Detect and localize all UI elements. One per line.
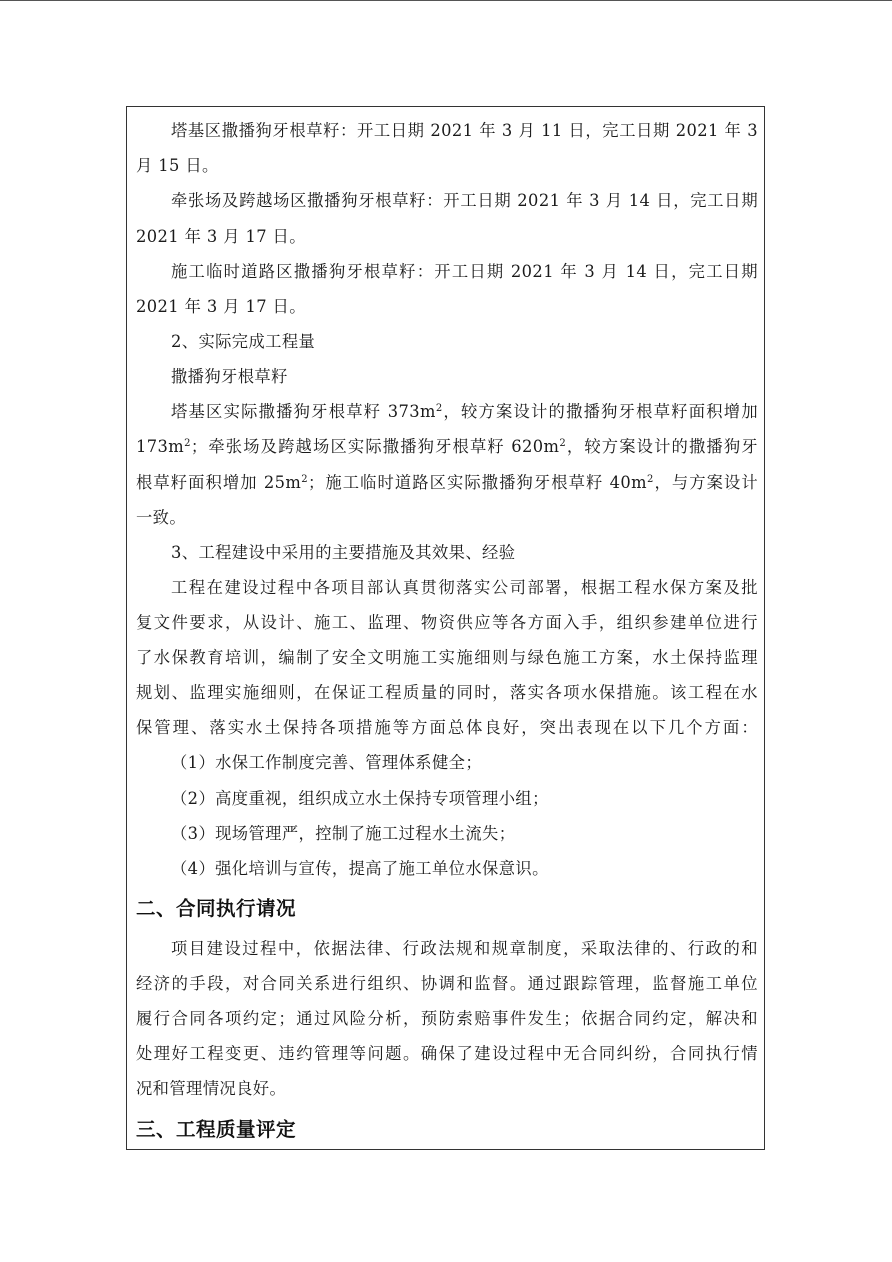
measures-line: 规划、监理实施细则，在保证工程质量的同时，落实各项水保措施。该工程在水 [136,683,758,702]
date-stringing-line2: 2021 年 3 月 17 日。 [136,227,306,246]
date-tower-line1: 塔基区撒播狗牙根草籽：开工日期 2021 年 3 月 11 日，完工日期 2021 年 3 [171,121,758,140]
quantity-text-line4: 一致。 [136,508,187,527]
measures-title: 3、工程建设中采用的主要措施及其效果、经验 [171,543,516,562]
section3-heading: 三、工程质量评定 [136,1118,297,1141]
date-tower-line2: 月 15 日。 [136,156,219,175]
contract-line: 况和管理情况良好。 [136,1079,287,1098]
quantity-text-line3: 根草籽面积增加 $25m^2$；施工临时道路区实际撒播狗牙根草籽 $40m^2$，与方案设计 [136,473,759,492]
quantity-text-line1: 塔基区实际撒播狗牙根草籽 $373m^2$，较方案设计的撒播狗牙根草籽面积增加 [171,402,758,421]
date-road-line1: 施工临时道路区撒播狗牙根草籽：开工日期 2021 年 3 月 14 日，完工日期 [171,262,758,281]
measures-item: （2）高度重视，组织成立水土保持专项管理小组； [171,789,549,808]
page-top-border [0,0,892,1]
measures-line: 复文件要求，从设计、施工、监理、物资供应等各方面入手，组织参建单位进行 [136,613,758,632]
contract-line: 处理好工程变更、违约管理等问题。确保了建设过程中无合同纠纷，合同执行情 [136,1044,758,1063]
quantity-title: 2、实际完成工程量 [171,332,316,351]
contract-line: 经济的手段，对合同关系进行组织、协调和监督。通过跟踪管理，监督施工单位 [136,974,758,993]
quantity-item: 撒播狗牙根草籽 [171,367,288,386]
section2-heading: 二、合同执行请况 [136,897,297,920]
contract-line: 项目建设过程中，依据法律、行政法规和规章制度，采取法律的、行政的和 [171,939,758,958]
date-stringing-line1: 牵张场及跨越场区撒播狗牙根草籽：开工日期 2021 年 3 月 14 日，完工日期 [171,191,758,210]
measures-line: 工程在建设过程中各项目部认真贯彻落实公司部署，根据工程水保方案及批 [171,578,758,597]
date-road-line2: 2021 年 3 月 17 日。 [136,297,306,316]
contract-line: 履行合同各项约定；通过风险分析，预防索赔事件发生；依据合同约定，解决和 [136,1009,758,1028]
measures-item: （3）现场管理严，控制了施工过程水土流失； [171,824,516,843]
measures-line: 了水保教育培训，编制了安全文明施工实施细则与绿色施工方案，水土保持监理 [136,648,758,667]
measures-line: 保管理、落实水土保持各项措施等方面总体良好，突出表现在以下几个方面： [136,718,758,737]
measures-item: （4）强化培训与宣传，提高了施工单位水保意识。 [171,859,549,878]
quantity-text-line2: $173m^2$；牵张场及跨越场区实际撒播狗牙根草籽 $620m^2$，较方案设计的撒播狗牙 [136,437,758,456]
measures-item: （1）水保工作制度完善、管理体系健全； [171,753,483,772]
